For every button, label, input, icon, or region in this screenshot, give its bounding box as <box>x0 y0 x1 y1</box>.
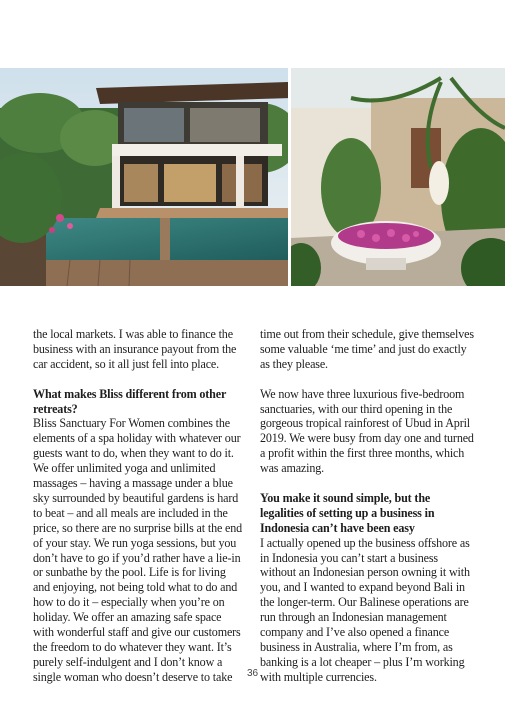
paragraph: Bliss Sanctuary For Women combines the elements of a spa holiday with whatever our guests want to do, when they want to do it. We offer unlimited yoga and unlimited massages – having a massage under a blue sky surrounded by beautiful gardens is hard to beat – and all meals are included in the price, so there are no surprise bills at the end of your stay. We run yoga sessions, but you don’t have to go if you’d rather have a lie-in or sunbathe by the pool. Life is for living and enjoying, not being told what to do and how to do it – especially when you’re on holiday. We offer an amazing safe space with wonderful staff and give our customers the freedom to do whatever they want. It’s purely self-indulgent and I don’t know a single woman who doesn’t deserve to take <box>33 416 243 684</box>
paragraph: the local markets. I was able to finance the business with an insurance payout from the car accident, so it all just fell into place. <box>33 327 237 371</box>
interview-question: What makes Bliss different from other retreats? <box>33 386 226 416</box>
page-number: 36 <box>246 668 259 679</box>
paragraph: time out from their schedule, give themselves some valuable ‘me time’ and just do exactly as they please. <box>260 327 474 371</box>
article-column-right <box>260 327 474 685</box>
photo-strip <box>0 68 505 286</box>
villa-pool-photo <box>0 68 288 286</box>
paragraph: I actually opened up the business offshore as in Indonesia you can’t start a business without an Indonesian person owning it with you, and I wanted to expand beyond Bali in the longer-term. Our Balinese operations are run through an Indonesian management company and I’ve also opened a finance business in Australia, where I’m from, as banking is a lot cheaper – plus I’m working with multiple currencies. <box>260 535 470 684</box>
outdoor-flower-bath-photo <box>291 68 505 286</box>
paragraph: We now have three luxurious five-bedroom sanctuaries, with our third opening in the gorgeous tropical rainforest of Ubud in April 2019. We were busy from day one and turned a profit within the first three months, which was amazing. <box>260 386 474 476</box>
interview-question: You make it sound simple, but the legalities of setting up a business in Indonesia can’t have been easy <box>260 490 435 535</box>
article-column-left <box>33 327 243 685</box>
